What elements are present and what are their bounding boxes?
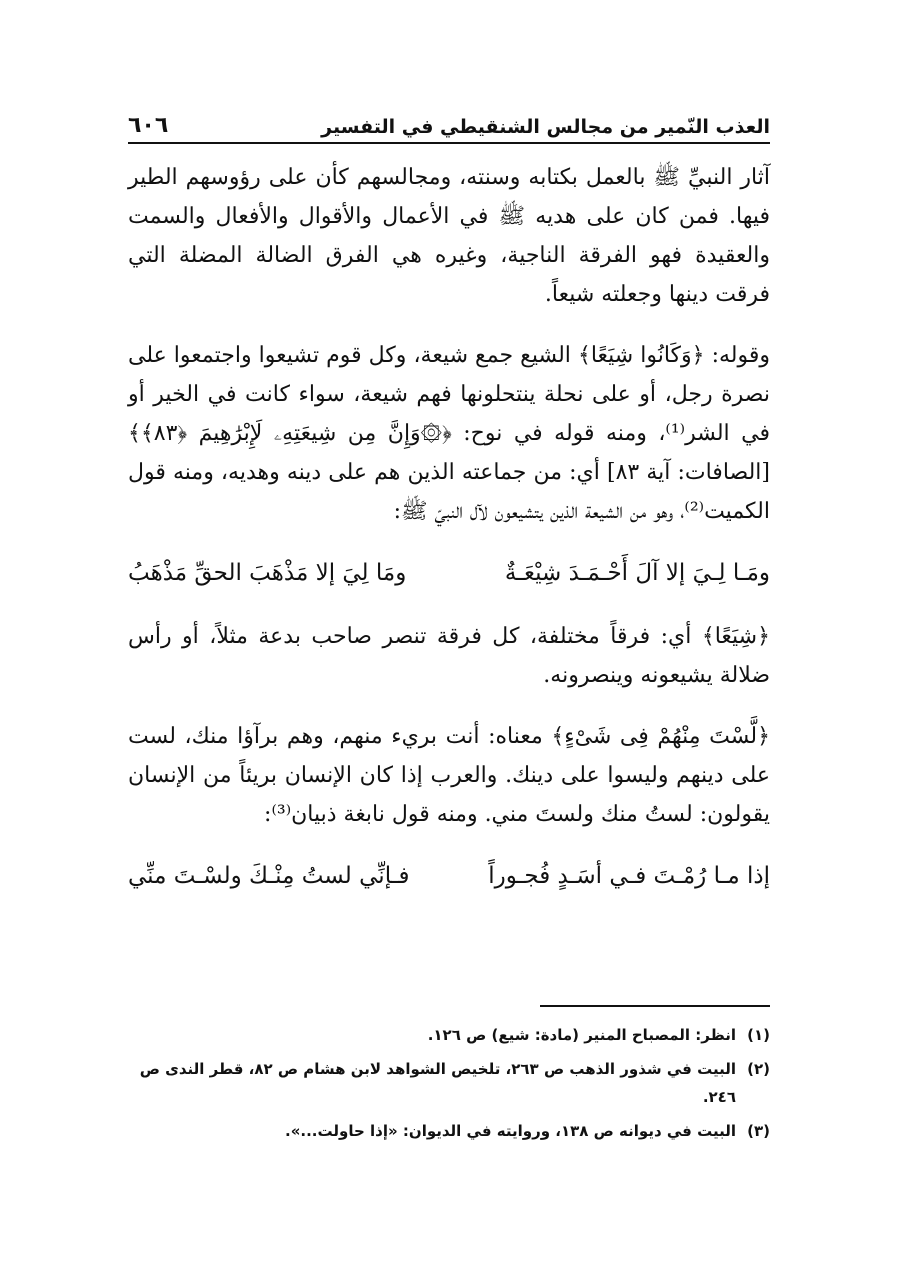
footnotes xyxy=(128,1005,770,1151)
footnote-number: (٣) xyxy=(747,1122,770,1140)
running-title: العذب النّمير من مجالس الشنقيطي في التفسير xyxy=(321,116,770,138)
paragraph: وقوله: ﴿وَكَانُوا شِيَعًا﴾ الشيع جمع شيعة، وكل قوم تشيعوا واجتمعوا على نصرة رجل، أو على نحلة ينتحلونها فهم شيعة، سواء كانت في الخير أو في الشر⁽¹⁾، ومنه قوله في نوح: ﴿۞وَإِنَّ مِن شِيعَتِهِۦ لَإِبْرَٰهِيمَ ﴿٨٣﴾﴾ [الصافات: آية ٨٣] أي: من جماعته الذين هم على دينه وهديه، ومنه قول الكميت⁽²⁾، وهو من الشيعة الذين يتشيعون لآل النبيّ ﷺ: xyxy=(128,343,770,524)
footnote xyxy=(128,1021,770,1049)
footnote-divider xyxy=(540,1005,770,1007)
page-number: ٦٠٦ xyxy=(128,113,169,138)
footnote xyxy=(128,1055,770,1111)
page-body xyxy=(128,158,770,920)
footnote-text: البيت في شذور الذهب ص ٢٦٣، تلخيص الشواهد لابن هشام ص ٨٢، قطر الندى ص ٢٤٦. xyxy=(139,1060,736,1106)
paragraph: ﴿لَّسْتَ مِنْهُمْ فِى شَىْءٍ﴾ معناه: أنت بريء منهم، وهم برآؤا منك، لست على دينهم وليسوا على دينك. والعرب إذا كان الإنسان بريئاً من الإنسان يقولون: لستُ منك ولستَ مني. ومنه قول نابغة ذبيان⁽³⁾: xyxy=(128,724,770,827)
verse-first-hemistich: إذا مـا رُمْـتَ فـي أسَـدٍ فُجـوراً xyxy=(488,863,770,889)
verse-second-hemistich: فـإنِّي لستُ مِنْـكَ ولسْـتَ منِّي xyxy=(128,863,410,889)
footnote-text: انظر: المصباح المنير (مادة: شيع) ص ١٢٦. xyxy=(427,1026,736,1044)
footnote-number: (١) xyxy=(747,1026,770,1044)
paragraph: ﴿شِيَعًا﴾ أي: فرقاً مختلفة، كل فرقة تنصر صاحب بدعة مثلاً، أو رأس ضلالة يشيعونه وينصرونه. xyxy=(128,624,770,688)
footnote-text: البيت في ديوانه ص ١٣٨، وروايته في الديوان: «إذا حاولت...». xyxy=(285,1122,736,1140)
paragraph: آثار النبيِّ ﷺ بالعمل بكتابه وسنته، ومجالسهم كأن على رؤوسهم الطير فيها. فمن كان على هديه ﷺ في الأعمال والأقوال والأفعال والسمت والعقيدة فهو الفرقة الناجية، وغيره هي الفرق الضالة المضلة التي فرقت دينها وجعلته شيعاً. xyxy=(128,165,770,307)
verse-first-hemistich: ومَـا لِـيَ إلا آلَ أَحْـمَـدَ شِيْعَـةٌ xyxy=(504,560,770,586)
verse-second-hemistich: ومَا لِيَ إلا مَذْهَبَ الحقِّ مَذْهَبُ xyxy=(128,560,407,586)
running-header xyxy=(128,104,770,144)
book-page xyxy=(128,0,770,1271)
poetry-verse xyxy=(128,856,770,896)
footnote xyxy=(128,1117,770,1145)
poetry-verse xyxy=(128,553,770,593)
footnote-number: (٢) xyxy=(747,1060,770,1078)
